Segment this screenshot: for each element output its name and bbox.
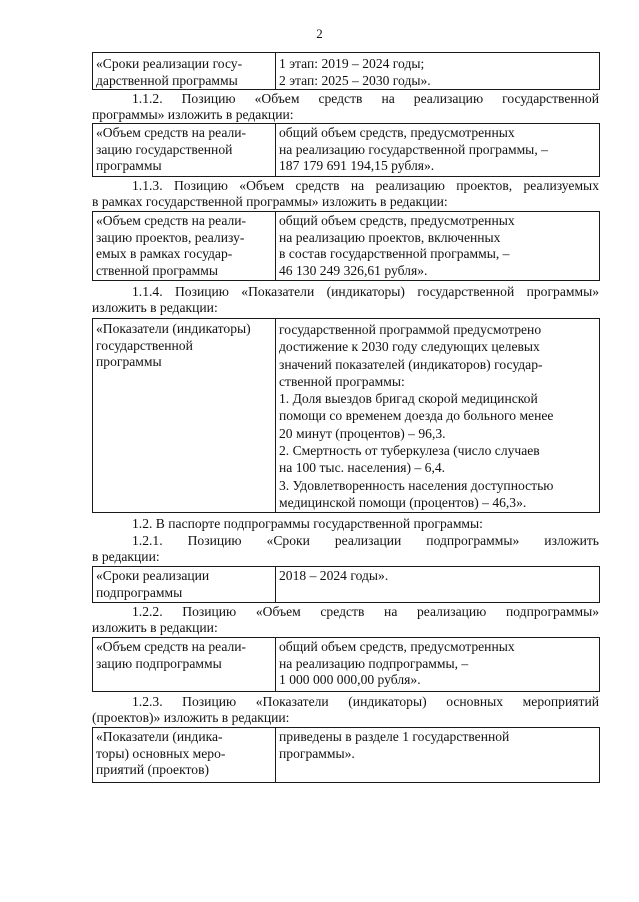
row-value bbox=[276, 124, 599, 176]
row-value-line: медицинской помощи (процентов) – 46,3». bbox=[279, 494, 527, 510]
table-row-subprogram-indicators bbox=[92, 727, 600, 783]
row-label-line: «Объем средств на реали- bbox=[96, 125, 247, 140]
paragraph-line: 1.2.1. Позицию «Сроки реализации подпрограммы» изложить bbox=[132, 533, 599, 548]
paragraph-1-1-3 bbox=[92, 178, 599, 210]
row-value-line: программы». bbox=[279, 745, 355, 761]
row-value-line: общий объем средств, предусмотренных bbox=[279, 213, 515, 228]
row-value-line: 2018 – 2024 годы». bbox=[279, 568, 389, 583]
row-value bbox=[276, 319, 599, 512]
row-label bbox=[93, 567, 276, 602]
row-label bbox=[93, 319, 276, 512]
paragraph-1-2-1 bbox=[92, 533, 599, 565]
row-label bbox=[93, 53, 276, 89]
row-label-line: ственной программы bbox=[96, 262, 218, 278]
row-label-line: торы) основных меро- bbox=[96, 745, 226, 761]
paragraph-line: 1.1.2. Позицию «Объем средств на реализацию государственной bbox=[132, 91, 599, 106]
row-value bbox=[276, 567, 599, 602]
row-value-line: на реализацию проектов, включенных bbox=[279, 229, 501, 245]
paragraph-line: 1.2.3. Позицию «Показатели (индикаторы) основных мероприятий bbox=[132, 694, 599, 709]
row-label-line: программы bbox=[96, 158, 162, 174]
row-value-line: 46 130 249 326,61 рубля». bbox=[279, 262, 428, 278]
row-label-line: приятий (проектов) bbox=[96, 762, 210, 778]
row-label bbox=[93, 124, 276, 176]
row-label bbox=[93, 638, 276, 691]
row-label-line: программы bbox=[96, 354, 162, 370]
row-label-line: зацию подпрограммы bbox=[96, 655, 222, 671]
row-label-line: «Сроки реализации госу- bbox=[96, 56, 243, 71]
row-value-line: общий объем средств, предусмотренных bbox=[279, 125, 515, 140]
row-value bbox=[276, 638, 599, 691]
row-label-line: «Объем средств на реали- bbox=[96, 639, 247, 654]
table-row-subprogram-terms bbox=[92, 566, 600, 603]
paragraph-line: (проектов)» изложить в редакции: bbox=[92, 710, 290, 725]
row-label bbox=[93, 212, 276, 280]
paragraph-1-1-2 bbox=[92, 91, 599, 123]
row-value-line: значений показателей (индикаторов) государ- bbox=[279, 356, 543, 372]
row-value-line: государственной программой предусмотрено bbox=[279, 322, 542, 337]
table-row-program-volume bbox=[92, 123, 600, 177]
row-label-line: дарственной программы bbox=[96, 72, 238, 88]
row-value bbox=[276, 53, 599, 89]
row-value-line: приведены в разделе 1 государственной bbox=[279, 729, 510, 744]
row-label-line: зацию проектов, реализу- bbox=[96, 229, 245, 245]
page-number: 2 bbox=[316, 26, 323, 41]
row-value bbox=[276, 728, 599, 782]
row-value-line: ственной программы: bbox=[279, 373, 405, 389]
paragraph-line: в рамках государственной программы» изложить в редакции: bbox=[92, 194, 448, 209]
row-value-line: в состав государственной программы, – bbox=[279, 246, 510, 262]
row-value-line: 2. Смертность от туберкулеза (число случаев bbox=[279, 443, 540, 459]
row-label-line: «Объем средств на реали- bbox=[96, 213, 247, 228]
table-row-subprogram-volume bbox=[92, 637, 600, 692]
paragraph-1-2-2 bbox=[92, 604, 599, 636]
row-label-line: «Показатели (индика- bbox=[96, 729, 223, 744]
row-value-line: 187 179 691 194,15 рубля». bbox=[279, 158, 435, 174]
table-row-projects-volume bbox=[92, 211, 600, 281]
paragraph-1-2-3 bbox=[92, 694, 599, 726]
row-value-line: на 100 тыс. населения) – 6,4. bbox=[279, 460, 446, 476]
row-value-line: 2 этап: 2025 – 2030 годы». bbox=[279, 72, 431, 88]
paragraph-line: 1.2. В паспорте подпрограммы государственной программы: bbox=[132, 516, 483, 531]
row-value-line: 1 этап: 2019 – 2024 годы; bbox=[279, 56, 425, 71]
row-label-line: «Сроки реализации bbox=[96, 568, 210, 583]
row-label bbox=[93, 728, 276, 782]
paragraph-line: 1.2.2. Позицию «Объем средств на реализацию подпрограммы» bbox=[132, 604, 599, 619]
row-value-line: на реализацию государственной программы, – bbox=[279, 141, 548, 157]
row-value bbox=[276, 212, 599, 280]
row-value-line: на реализацию подпрограммы, – bbox=[279, 655, 469, 671]
row-label-line: емых в рамках государ- bbox=[96, 246, 233, 262]
row-label-line: подпрограммы bbox=[96, 584, 183, 600]
row-value-line: 3. Удовлетворенность населения доступностью bbox=[279, 477, 554, 493]
table-row-program-terms bbox=[92, 52, 600, 90]
row-value-line: 20 минут (процентов) – 96,3. bbox=[279, 425, 446, 441]
row-value-line: достижение к 2030 году следующих целевых bbox=[279, 339, 540, 355]
row-label-line: государственной bbox=[96, 337, 193, 353]
paragraph-1-2 bbox=[92, 516, 599, 532]
row-value-line: 1. Доля выездов бригад скорой медицинской bbox=[279, 391, 538, 407]
paragraph-line: 1.1.3. Позицию «Объем средств на реализацию проектов, реализуемых bbox=[132, 178, 599, 193]
row-value-line: общий объем средств, предусмотренных bbox=[279, 639, 515, 654]
paragraph-line: изложить в редакции: bbox=[92, 620, 218, 635]
paragraph-line: 1.1.4. Позицию «Показатели (индикаторы) государственной программы» bbox=[132, 284, 599, 299]
paragraph-1-1-4 bbox=[92, 284, 599, 316]
paragraph-line: программы» изложить в редакции: bbox=[92, 107, 294, 122]
paragraph-line: изложить в редакции: bbox=[92, 300, 218, 315]
row-value-line: помощи со временем доезда до больного менее bbox=[279, 408, 554, 424]
table-row-program-indicators bbox=[92, 318, 600, 513]
row-label-line: зацию государственной bbox=[96, 141, 233, 157]
paragraph-line: в редакции: bbox=[92, 549, 160, 564]
row-value-line: 1 000 000 000,00 рубля». bbox=[279, 672, 421, 688]
row-label-line: «Показатели (индикаторы) bbox=[96, 321, 251, 336]
